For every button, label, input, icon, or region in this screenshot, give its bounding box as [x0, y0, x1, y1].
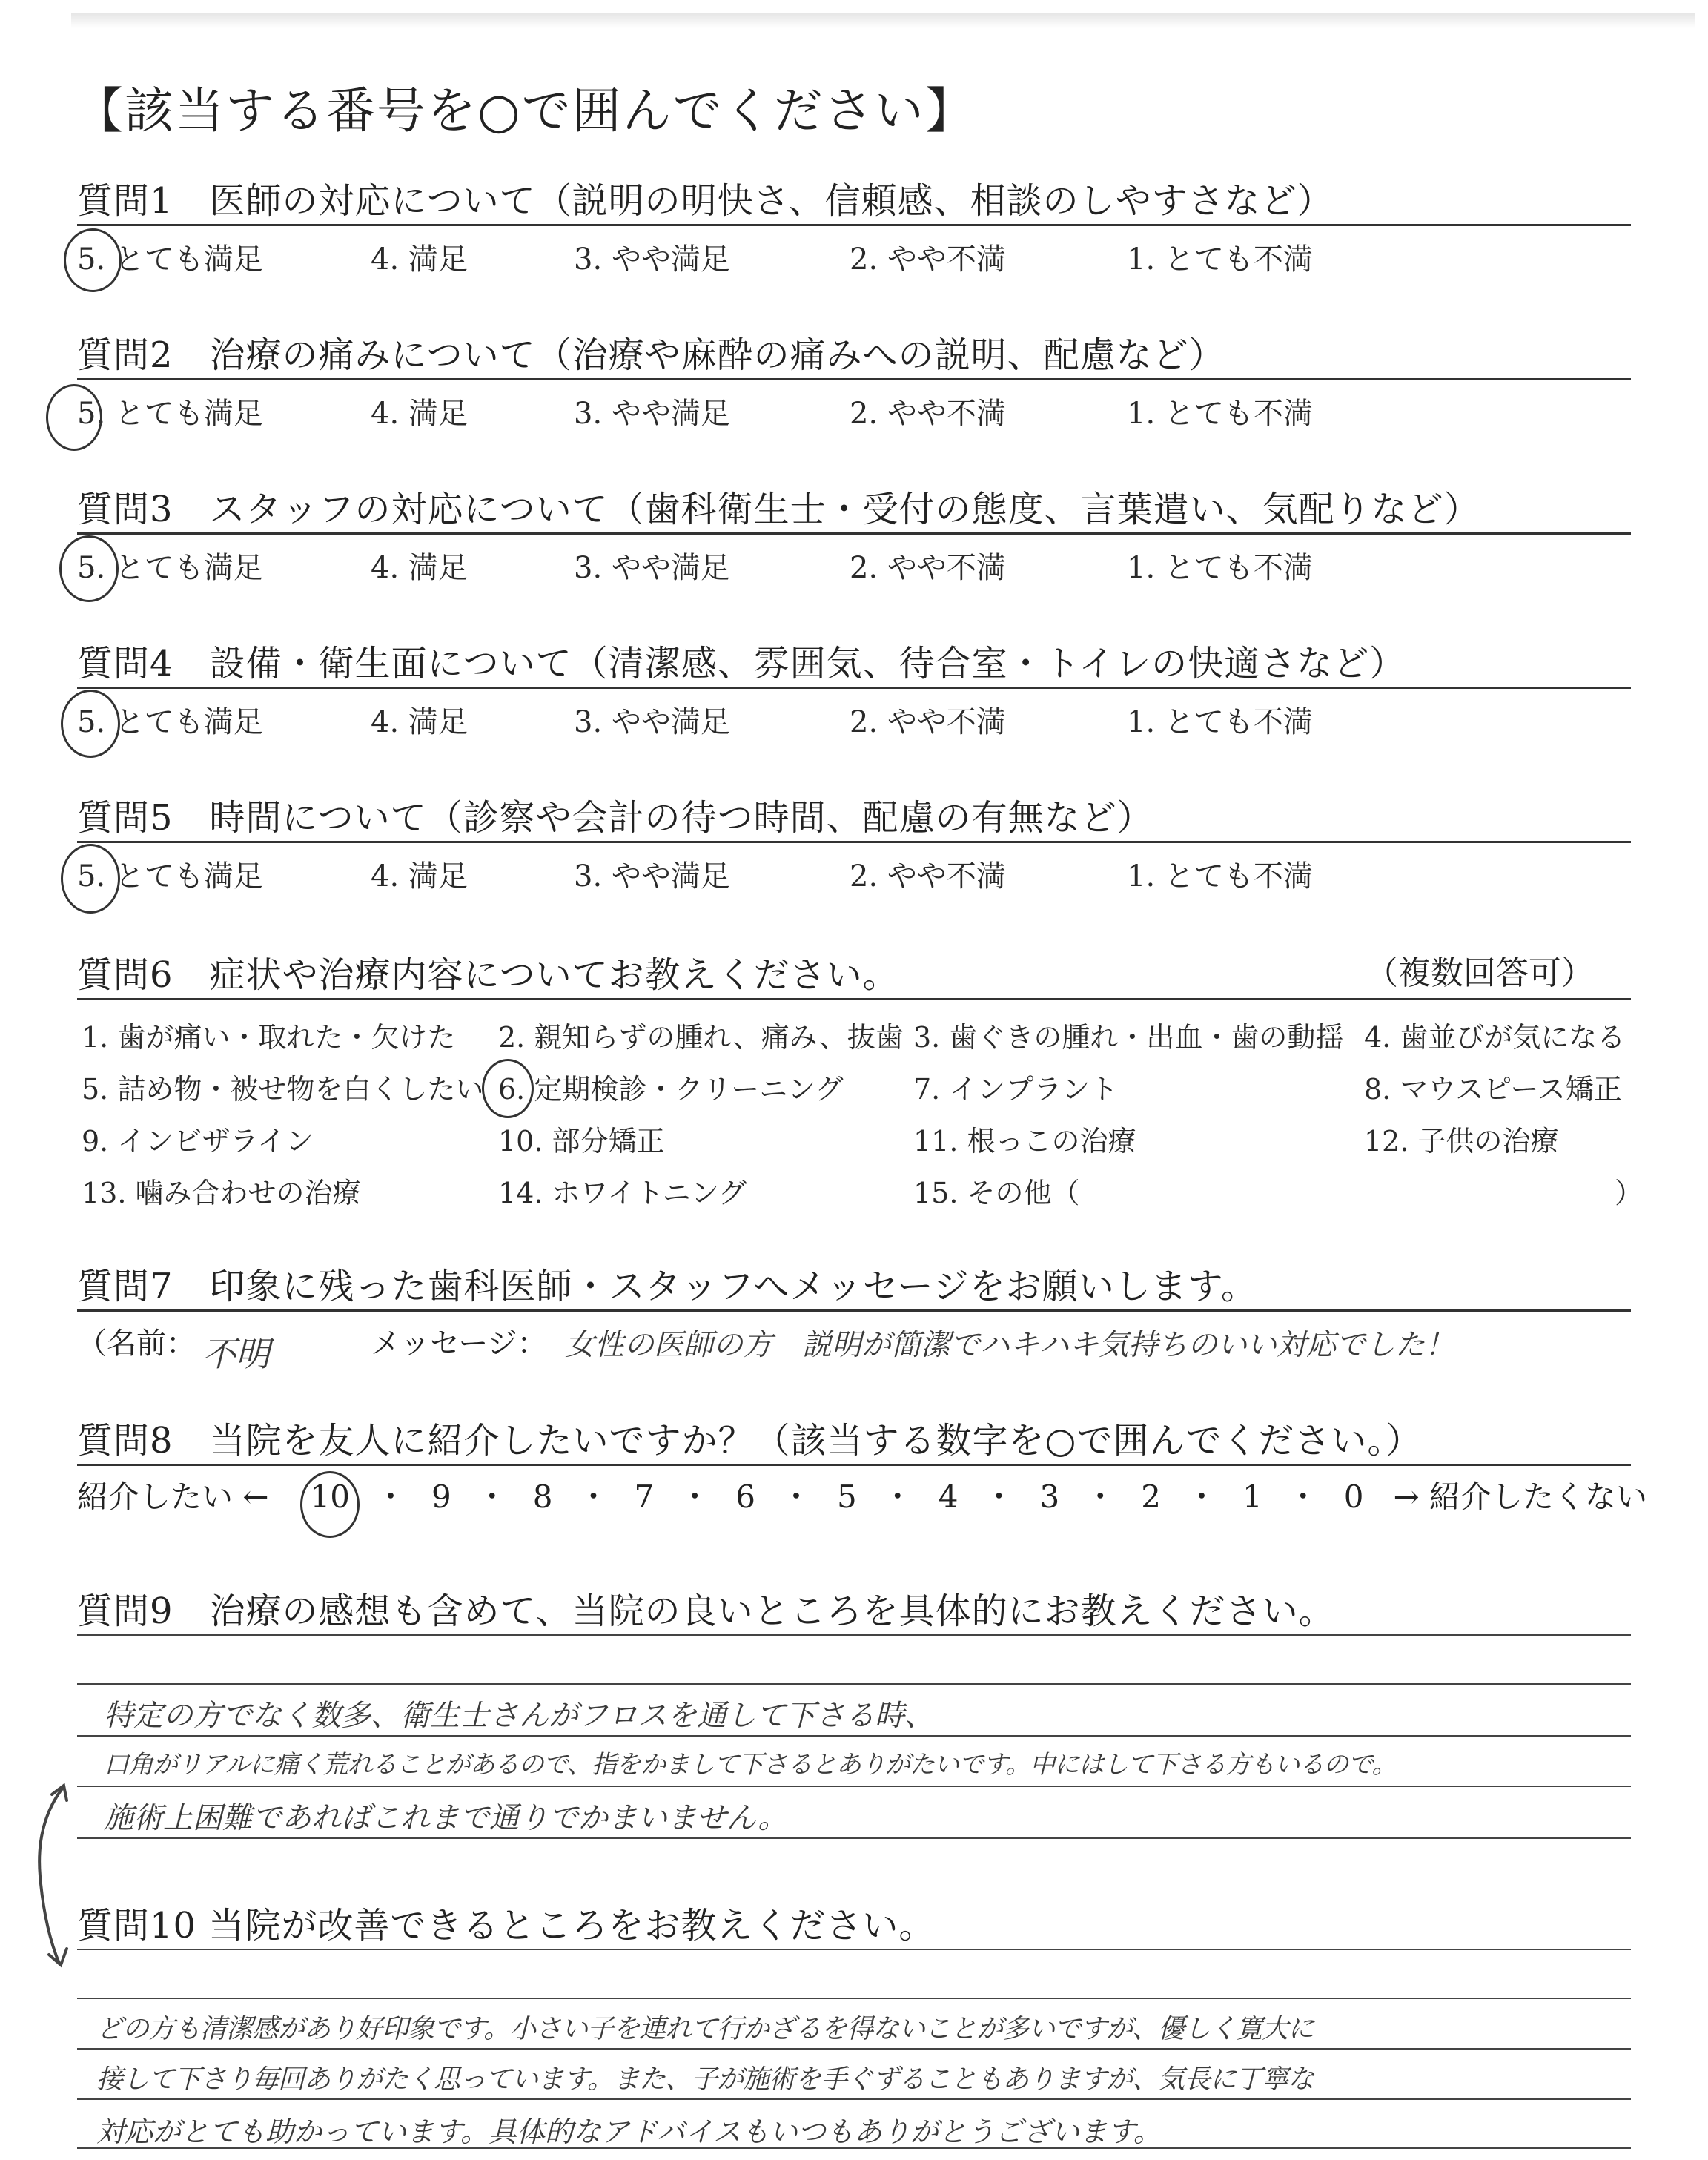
question-6-rule [77, 998, 1631, 1000]
q10-answer-line-3[interactable]: 対応がとても助かっています。具体的なアドバイスもいつもありがとうございます。 [96, 2116, 1162, 2148]
q6-option-14[interactable]: 14. ホワイトニング [498, 1177, 747, 1209]
q6-option-1[interactable]: 1. 歯が痛い・取れた・欠けた [82, 1021, 456, 1054]
q5-option-5[interactable]: 5. とても満足 [77, 859, 263, 894]
q6-option-7[interactable]: 7. インプラント [913, 1073, 1119, 1106]
q6-option-10[interactable]: 10. 部分矯正 [498, 1125, 665, 1157]
q10-answer-line-1[interactable]: どの方も清潔感があり好印象です。小さい子を連れて行かざるを得ないことが多いですが、優しく寛大に [96, 2014, 1314, 2044]
q8-scale-6[interactable]: 6 [735, 1479, 755, 1515]
q8-right-label: → 紹介したくない [1393, 1479, 1648, 1515]
question-9-title: 質問9 治療の感想も含めて、当院の良いところを具体的にお教えください。 [77, 1591, 1335, 1632]
q1-option-5[interactable]: 5. とても満足 [77, 242, 263, 277]
q9-line-2 [77, 1683, 1631, 1685]
q6-option-13[interactable]: 13. 噛み合わせの治療 [82, 1177, 361, 1209]
scan-edge-shadow [71, 13, 1695, 28]
q1-option-2[interactable]: 2. やや不満 [850, 242, 1006, 277]
q8-scale-7[interactable]: 7 [634, 1479, 655, 1515]
q2-option-3[interactable]: 3. やや満足 [574, 397, 730, 431]
question-5-title: 質問5 時間について（診察や会計の待つ時間、配慮の有無など） [77, 797, 1153, 839]
question-7-rule [77, 1309, 1631, 1312]
q7-message-value[interactable]: 女性の医師の方 説明が簡潔でハキハキ気持ちのいい対応でした！ [565, 1328, 1454, 1362]
q2-selection-circle [46, 384, 102, 451]
q8-left-label: 紹介したい ← [77, 1479, 269, 1515]
q8-scale: 紹介したい ← 10 ・ 9 ・ 8 ・ 7 ・ 6 ・ 5 ・ 4 ・ 3 ・ 2 ・ 1 ・ 0 → 紹介したくない [77, 1473, 1647, 1517]
question-8-rule [77, 1464, 1631, 1466]
q6-option-9[interactable]: 9. インビザライン [82, 1125, 314, 1157]
form-title: 【該当する番号を○で囲んでください】 [74, 82, 976, 139]
q1-selection-circle [64, 228, 122, 292]
q4-option-2[interactable]: 2. やや不満 [850, 705, 1006, 739]
q4-selection-circle [61, 690, 120, 758]
question-6-note: （複数回答可） [1366, 954, 1594, 992]
question-4-rule [77, 687, 1631, 689]
q2-option-2[interactable]: 2. やや不満 [850, 397, 1006, 431]
q8-scale-5[interactable]: 5 [837, 1479, 857, 1515]
q4-option-4[interactable]: 4. 満足 [371, 705, 468, 739]
q1-option-4[interactable]: 4. 満足 [371, 242, 468, 277]
q10-line-2 [77, 1998, 1631, 1999]
q5-selection-circle [61, 844, 120, 914]
q3-option-3[interactable]: 3. やや満足 [574, 551, 730, 585]
question-5-rule [77, 841, 1631, 843]
question-10-title: 質問10 当院が改善できるところをお教えください。 [77, 1905, 936, 1946]
q6-option-3[interactable]: 3. 歯ぐきの腫れ・出血・歯の動揺 [913, 1021, 1344, 1054]
q7-name-value[interactable]: 不明 [202, 1334, 270, 1374]
question-4-title: 質問4 設備・衛生面について（清潔感、雰囲気、待合室・トイレの快適さなど） [77, 643, 1406, 684]
q6-selection-circle [482, 1059, 534, 1118]
q8-scale-2[interactable]: 2 [1141, 1479, 1161, 1515]
question-2-title: 質問2 治療の痛みについて（治療や麻酔の痛みへの説明、配慮など） [77, 334, 1225, 376]
q3-option-4[interactable]: 4. 満足 [371, 551, 468, 585]
q6-option-11[interactable]: 11. 根っこの治療 [913, 1125, 1136, 1157]
question-2-rule [77, 378, 1631, 380]
q6-option-6[interactable]: 6. 定期検診・クリーニング [498, 1073, 844, 1106]
q7-message-label: メッセージ： [371, 1327, 547, 1361]
q8-scale-1[interactable]: 1 [1242, 1479, 1262, 1515]
question-6-title: 質問6 症状や治療内容についてお教えください。 [77, 954, 899, 996]
q9-answer-line-2[interactable]: 口角がリアルに痛く荒れることがあるので、指をかまして下さるとありがたいです。中にはして下さる方もいるので。 [104, 1750, 1397, 1780]
q5-option-3[interactable]: 3. やや満足 [574, 859, 730, 894]
q2-option-1[interactable]: 1. とても不満 [1127, 397, 1313, 431]
q9-line-1 [77, 1634, 1631, 1636]
q9-line-5 [77, 1837, 1631, 1839]
q5-option-4[interactable]: 4. 満足 [371, 859, 468, 894]
q7-name-label: （名前： [77, 1327, 196, 1361]
question-1-title: 質問1 医師の対応について（説明の明快さ、信頼感、相談のしやすさなど） [77, 180, 1334, 222]
q6-option-12[interactable]: 12. 子供の治療 [1364, 1125, 1559, 1157]
q6-option-15-close: ） [1615, 1177, 1644, 1209]
q6-option-5[interactable]: 5. 詰め物・被せ物を白くしたい [82, 1073, 484, 1106]
q6-option-8[interactable]: 8. マウスピース矯正 [1364, 1073, 1622, 1106]
q4-option-3[interactable]: 3. やや満足 [574, 705, 730, 739]
q8-scale-0[interactable]: 0 [1343, 1479, 1364, 1515]
q2-option-5[interactable]: 5. とても満足 [77, 397, 263, 431]
q8-scale-9[interactable]: 9 [431, 1479, 451, 1515]
q6-option-4[interactable]: 4. 歯並びが気になる [1364, 1021, 1626, 1054]
q8-scale-4[interactable]: 4 [938, 1479, 959, 1515]
q9-answer-line-1[interactable]: 特定の方でなく数多、衛生士さんがフロスを通して下さる時、 [104, 1699, 934, 1733]
q6-option-2[interactable]: 2. 親知らずの腫れ、痛み、抜歯 [498, 1021, 904, 1054]
question-3-rule [77, 532, 1631, 535]
q3-option-2[interactable]: 2. やや不満 [850, 551, 1006, 585]
q2-option-4[interactable]: 4. 満足 [371, 397, 468, 431]
q10-line-1 [77, 1949, 1631, 1950]
question-7-title: 質問7 印象に残った歯科医師・スタッフへメッセージをお願いします。 [77, 1266, 1257, 1307]
q8-scale-8[interactable]: 8 [532, 1479, 553, 1515]
question-3-title: 質問3 スタッフの対応について（歯科衛生士・受付の態度、言葉遣い、気配りなど） [77, 489, 1480, 530]
q1-option-3[interactable]: 3. やや満足 [574, 242, 730, 277]
q10-answer-line-2[interactable]: 接して下さり毎回ありがたく思っています。また、子が施術を手ぐずることもありますが、気長に丁寧な [96, 2064, 1314, 2095]
q3-option-1[interactable]: 1. とても不満 [1127, 551, 1313, 585]
q4-option-1[interactable]: 1. とても不満 [1127, 705, 1313, 739]
q5-option-2[interactable]: 2. やや不満 [850, 859, 1006, 894]
q8-scale-3[interactable]: 3 [1039, 1479, 1060, 1515]
q5-option-1[interactable]: 1. とても不満 [1127, 859, 1313, 894]
q10-line-4 [77, 2098, 1631, 2100]
q9-answer-line-3[interactable]: 施術上困難であればこれまで通りでかまいません。 [104, 1801, 788, 1835]
q3-selection-circle [59, 535, 119, 602]
q10-line-3 [77, 2048, 1631, 2050]
q3-option-5[interactable]: 5. とても満足 [77, 551, 263, 585]
question-1-rule [77, 224, 1631, 226]
q4-option-5[interactable]: 5. とても満足 [77, 705, 263, 739]
q8-scale-10[interactable]: 10 [311, 1479, 350, 1515]
question-8-title: 質問8 当院を友人に紹介したいですか？（該当する数字を○で囲んでください。） [77, 1420, 1423, 1462]
q6-option-15[interactable]: 15. その他（ [913, 1177, 1080, 1209]
q9-line-3 [77, 1735, 1631, 1737]
q9-line-4 [77, 1786, 1631, 1787]
q1-option-1[interactable]: 1. とても不満 [1127, 242, 1313, 277]
